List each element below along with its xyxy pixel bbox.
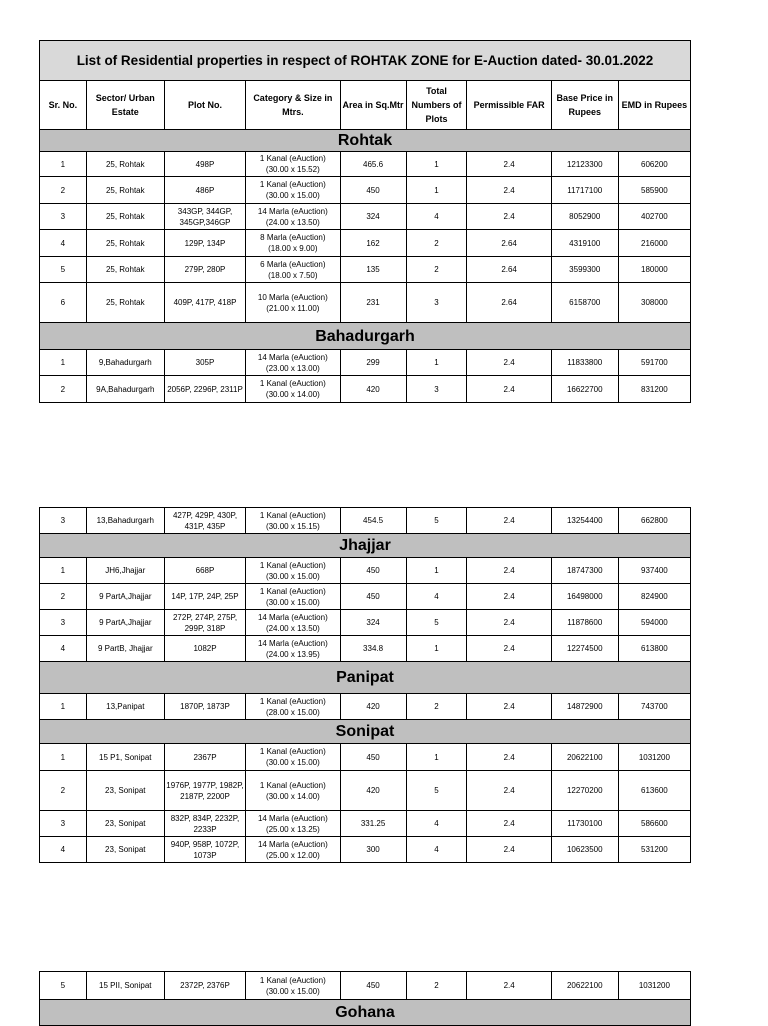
table-row bbox=[40, 257, 691, 283]
total-plots-cell: 4 bbox=[406, 204, 467, 230]
category-size: (30.00 x 15.00) bbox=[265, 758, 320, 767]
table-row bbox=[40, 744, 691, 771]
category-label: 1 Kanal (eAuction) bbox=[259, 747, 326, 756]
sr-no-cell: 4 bbox=[40, 837, 87, 863]
emd-cell: 1031200 bbox=[618, 972, 690, 1000]
sector-cell: 13,Panipat bbox=[86, 694, 164, 720]
base-price-cell: 20622100 bbox=[551, 972, 618, 1000]
sr-no-cell: 1 bbox=[40, 350, 87, 376]
category-label: 8 Marla (eAuction) bbox=[260, 233, 326, 242]
plot-no-cell: 14P, 17P, 24P, 25P bbox=[164, 584, 245, 610]
far-cell: 2.4 bbox=[467, 584, 551, 610]
emd-cell: 591700 bbox=[618, 350, 690, 376]
category-label: 14 Marla (eAuction) bbox=[257, 839, 328, 849]
far-cell: 2.4 bbox=[467, 610, 551, 636]
plot-no-cell: 832P, 834P, 2232P, 2233P bbox=[164, 811, 245, 837]
area-cell: 450 bbox=[340, 558, 406, 584]
emd-cell: 402700 bbox=[618, 204, 690, 230]
sr-no-cell: 1 bbox=[40, 152, 87, 177]
far-cell: 2.4 bbox=[467, 972, 551, 1000]
area-cell: 162 bbox=[340, 230, 406, 257]
sector-cell: 25, Rohtak bbox=[86, 204, 164, 230]
total-plots-cell: 2 bbox=[406, 230, 467, 257]
area-cell: 450 bbox=[340, 177, 406, 204]
category-size: (30.00 x 15.52) bbox=[265, 165, 320, 174]
area-cell: 231 bbox=[340, 283, 406, 323]
far-cell: 2.4 bbox=[467, 636, 551, 662]
table-row bbox=[40, 177, 691, 204]
table-row bbox=[40, 694, 691, 720]
sector-cell: 25, Rohtak bbox=[86, 177, 164, 204]
far-cell: 2.4 bbox=[467, 694, 551, 720]
category-label: 14 Marla (eAuction) bbox=[257, 813, 328, 823]
properties-table-part-1 bbox=[39, 40, 691, 403]
section-heading-rohtak: Rohtak bbox=[40, 130, 691, 152]
base-price-cell: 14872900 bbox=[551, 694, 618, 720]
base-price-cell: 11878600 bbox=[551, 610, 618, 636]
category-cell bbox=[246, 811, 340, 837]
area-cell: 450 bbox=[340, 972, 406, 1000]
emd-cell: 831200 bbox=[618, 376, 690, 403]
area-cell: 454.5 bbox=[340, 508, 406, 534]
section-heading-gohana: Gohana bbox=[40, 1000, 691, 1026]
total-plots-cell: 4 bbox=[406, 584, 467, 610]
plot-no-cell: 279P, 280P bbox=[164, 257, 245, 283]
total-plots-cell: 1 bbox=[406, 636, 467, 662]
far-cell: 2.4 bbox=[467, 744, 551, 771]
category-size: (30.00 x 15.00) bbox=[265, 571, 320, 581]
plot-no-cell: 2367P bbox=[164, 744, 245, 771]
area-cell: 324 bbox=[340, 610, 406, 636]
sector-cell: 23, Sonipat bbox=[86, 771, 164, 811]
sr-no-cell: 1 bbox=[40, 558, 87, 584]
table-row bbox=[40, 204, 691, 230]
plot-no-cell: 940P, 958P, 1072P, 1073P bbox=[164, 837, 245, 863]
header-sector: Sector/ Urban Estate bbox=[86, 81, 164, 130]
category-cell bbox=[246, 744, 340, 771]
total-plots-cell: 3 bbox=[406, 376, 467, 403]
plot-no-cell: 272P, 274P, 275P, 299P, 318P bbox=[164, 610, 245, 636]
sector-cell: 9 PartA,Jhajjar bbox=[86, 610, 164, 636]
category-label: 14 Marla (eAuction) bbox=[257, 352, 328, 362]
total-plots-cell: 1 bbox=[406, 177, 467, 204]
category-cell bbox=[246, 508, 340, 534]
category-cell bbox=[246, 584, 340, 610]
properties-table-part-3 bbox=[39, 971, 691, 1026]
total-plots-cell: 4 bbox=[406, 837, 467, 863]
plot-no-cell: 486P bbox=[164, 177, 245, 204]
total-plots-cell: 4 bbox=[406, 811, 467, 837]
sector-cell: 23, Sonipat bbox=[86, 837, 164, 863]
category-cell bbox=[246, 283, 340, 323]
category-cell bbox=[246, 610, 340, 636]
area-cell: 420 bbox=[340, 771, 406, 811]
category-size: (30.00 x 15.00) bbox=[265, 986, 320, 996]
category-size: (24.00 x 13.50) bbox=[265, 623, 320, 633]
total-plots-cell: 1 bbox=[406, 558, 467, 584]
sector-cell: 9,Bahadurgarh bbox=[86, 350, 164, 376]
base-price-cell: 12274500 bbox=[551, 636, 618, 662]
category-size: (18.00 x 7.50) bbox=[268, 270, 318, 280]
sr-no-cell: 5 bbox=[40, 972, 87, 1000]
sector-cell: 9 PartB, Jhajjar bbox=[86, 636, 164, 662]
sector-cell: 25, Rohtak bbox=[86, 283, 164, 323]
table-row bbox=[40, 837, 691, 863]
category-label: 1 Kanal (eAuction) bbox=[259, 975, 326, 985]
total-plots-cell: 2 bbox=[406, 694, 467, 720]
table-row bbox=[40, 152, 691, 177]
header-total-line-3: Plots bbox=[425, 114, 448, 124]
category-label: 1 Kanal (eAuction) bbox=[259, 696, 326, 706]
emd-cell: 1031200 bbox=[618, 744, 690, 771]
emd-cell: 743700 bbox=[618, 694, 690, 720]
base-price-cell: 8052900 bbox=[551, 204, 618, 230]
sector-cell: 25, Rohtak bbox=[86, 257, 164, 283]
table-row bbox=[40, 376, 691, 403]
sector-cell: 15 P1, Sonipat bbox=[86, 744, 164, 771]
section-heading-panipat: Panipat bbox=[40, 662, 691, 694]
area-cell: 331.25 bbox=[340, 811, 406, 837]
category-size: (25.00 x 13.25) bbox=[265, 824, 320, 834]
sr-no-cell: 5 bbox=[40, 257, 87, 283]
plot-no-cell: 1976P, 1977P, 1982P, 2187P, 2200P bbox=[164, 771, 245, 811]
header-total-plots bbox=[406, 81, 467, 130]
base-price-cell: 13254400 bbox=[551, 508, 618, 534]
table-row bbox=[40, 558, 691, 584]
total-plots-cell: 5 bbox=[406, 508, 467, 534]
table-row bbox=[40, 610, 691, 636]
category-label: 1 Kanal (eAuction) bbox=[259, 586, 326, 596]
sector-cell: 9 PartA,Jhajjar bbox=[86, 584, 164, 610]
category-cell bbox=[246, 177, 340, 204]
header-emd: EMD in Rupees bbox=[618, 81, 690, 130]
emd-cell: 606200 bbox=[618, 152, 690, 177]
category-size: (24.00 x 13.95) bbox=[265, 649, 320, 659]
table-row bbox=[40, 636, 691, 662]
area-cell: 299 bbox=[340, 350, 406, 376]
base-price-cell: 11717100 bbox=[551, 177, 618, 204]
header-total-line-2: Numbers of bbox=[411, 100, 462, 110]
category-size: (24.00 x 13.50) bbox=[265, 217, 320, 227]
category-size: (30.00 x 14.00) bbox=[265, 791, 320, 801]
plot-no-cell: 427P, 429P, 430P, 431P, 435P bbox=[164, 508, 245, 534]
emd-cell: 824900 bbox=[618, 584, 690, 610]
base-price-cell: 4319100 bbox=[551, 230, 618, 257]
emd-cell: 613800 bbox=[618, 636, 690, 662]
header-area: Area in Sq.Mtr bbox=[340, 81, 406, 130]
category-cell bbox=[246, 376, 340, 403]
far-cell: 2.4 bbox=[467, 376, 551, 403]
sr-no-cell: 3 bbox=[40, 508, 87, 534]
sr-no-cell: 4 bbox=[40, 230, 87, 257]
base-price-cell: 11730100 bbox=[551, 811, 618, 837]
base-price-cell: 6158700 bbox=[551, 283, 618, 323]
category-cell bbox=[246, 837, 340, 863]
table-row bbox=[40, 811, 691, 837]
emd-cell: 216000 bbox=[618, 230, 690, 257]
emd-cell: 594000 bbox=[618, 610, 690, 636]
plot-no-cell: 2372P, 2376P bbox=[164, 972, 245, 1000]
far-cell: 2.64 bbox=[467, 257, 551, 283]
emd-cell: 585900 bbox=[618, 177, 690, 204]
far-cell: 2.4 bbox=[467, 350, 551, 376]
far-cell: 2.4 bbox=[467, 771, 551, 811]
sector-cell: 23, Sonipat bbox=[86, 811, 164, 837]
area-cell: 324 bbox=[340, 204, 406, 230]
table-row bbox=[40, 508, 691, 534]
category-size: (30.00 x 14.00) bbox=[265, 390, 320, 399]
total-plots-cell: 3 bbox=[406, 283, 467, 323]
properties-table-part-2 bbox=[39, 507, 691, 863]
total-plots-cell: 1 bbox=[406, 152, 467, 177]
category-size: (30.00 x 15.15) bbox=[265, 521, 320, 531]
sector-cell: 9A,Bahadurgarh bbox=[86, 376, 164, 403]
sr-no-cell: 1 bbox=[40, 744, 87, 771]
category-cell bbox=[246, 636, 340, 662]
plot-no-cell: 409P, 417P, 418P bbox=[164, 283, 245, 323]
total-plots-cell: 2 bbox=[406, 257, 467, 283]
table-title: List of Residential properties in respect of ROHTAK ZONE for E-Auction dated- 30.01.2022 bbox=[40, 41, 691, 81]
category-label: 1 Kanal (eAuction) bbox=[259, 379, 326, 388]
sr-no-cell: 6 bbox=[40, 283, 87, 323]
far-cell: 2.64 bbox=[467, 230, 551, 257]
category-cell bbox=[246, 771, 340, 811]
area-cell: 420 bbox=[340, 694, 406, 720]
sr-no-cell: 1 bbox=[40, 694, 87, 720]
plot-no-cell: 305P bbox=[164, 350, 245, 376]
category-label: 14 Marla (eAuction) bbox=[257, 612, 328, 622]
category-label: 6 Marla (eAuction) bbox=[260, 259, 326, 269]
sr-no-cell: 3 bbox=[40, 610, 87, 636]
area-cell: 135 bbox=[340, 257, 406, 283]
base-price-cell: 11833800 bbox=[551, 350, 618, 376]
header-category: Category & Size in Mtrs. bbox=[246, 81, 340, 130]
category-cell bbox=[246, 558, 340, 584]
emd-cell: 613600 bbox=[618, 771, 690, 811]
category-label: 1 Kanal (eAuction) bbox=[259, 510, 326, 520]
table-row bbox=[40, 972, 691, 1000]
emd-cell: 586600 bbox=[618, 811, 690, 837]
table-row bbox=[40, 771, 691, 811]
far-cell: 2.4 bbox=[467, 837, 551, 863]
area-cell: 300 bbox=[340, 837, 406, 863]
category-label: 1 Kanal (eAuction) bbox=[259, 180, 326, 189]
category-label: 14 Marla (eAuction) bbox=[257, 206, 328, 216]
sr-no-cell: 3 bbox=[40, 811, 87, 837]
base-price-cell: 12123300 bbox=[551, 152, 618, 177]
base-price-cell: 18747300 bbox=[551, 558, 618, 584]
area-cell: 450 bbox=[340, 744, 406, 771]
sr-no-cell: 2 bbox=[40, 177, 87, 204]
far-cell: 2.4 bbox=[467, 811, 551, 837]
total-plots-cell: 5 bbox=[406, 610, 467, 636]
sector-cell: 15 PII, Sonipat bbox=[86, 972, 164, 1000]
category-cell bbox=[246, 230, 340, 257]
table-row bbox=[40, 283, 691, 323]
plot-no-cell: 1870P, 1873P bbox=[164, 694, 245, 720]
total-plots-cell: 5 bbox=[406, 771, 467, 811]
header-plot-no: Plot No. bbox=[164, 81, 245, 130]
far-cell: 2.4 bbox=[467, 204, 551, 230]
far-cell: 2.4 bbox=[467, 558, 551, 584]
base-price-cell: 12270200 bbox=[551, 771, 618, 811]
plot-no-cell: 129P, 134P bbox=[164, 230, 245, 257]
sr-no-cell: 2 bbox=[40, 584, 87, 610]
area-cell: 420 bbox=[340, 376, 406, 403]
category-size: (30.00 x 15.00) bbox=[265, 191, 320, 200]
category-size: (28.00 x 15.00) bbox=[265, 707, 320, 717]
sector-cell: 25, Rohtak bbox=[86, 230, 164, 257]
far-cell: 2.4 bbox=[467, 508, 551, 534]
sr-no-cell: 4 bbox=[40, 636, 87, 662]
emd-cell: 531200 bbox=[618, 837, 690, 863]
base-price-cell: 3599300 bbox=[551, 257, 618, 283]
category-label: 10 Marla (eAuction) bbox=[257, 292, 328, 302]
total-plots-cell: 2 bbox=[406, 972, 467, 1000]
category-cell bbox=[246, 350, 340, 376]
category-cell bbox=[246, 204, 340, 230]
category-cell bbox=[246, 257, 340, 283]
section-heading-jhajjar: Jhajjar bbox=[40, 534, 691, 558]
category-size: (21.00 x 11.00) bbox=[266, 303, 320, 313]
sector-cell: 25, Rohtak bbox=[86, 152, 164, 177]
sr-no-cell: 3 bbox=[40, 204, 87, 230]
sr-no-cell: 2 bbox=[40, 771, 87, 811]
header-base-price: Base Price in Rupees bbox=[551, 81, 618, 130]
table-row bbox=[40, 230, 691, 257]
total-plots-cell: 1 bbox=[406, 350, 467, 376]
section-heading-sonipat: Sonipat bbox=[40, 720, 691, 744]
base-price-cell: 20622100 bbox=[551, 744, 618, 771]
emd-cell: 662800 bbox=[618, 508, 690, 534]
emd-cell: 308000 bbox=[618, 283, 690, 323]
category-size: (30.00 x 15.00) bbox=[265, 597, 320, 607]
area-cell: 334.8 bbox=[340, 636, 406, 662]
category-size: (18.00 x 9.00) bbox=[268, 244, 318, 253]
far-cell: 2.4 bbox=[467, 152, 551, 177]
emd-cell: 937400 bbox=[618, 558, 690, 584]
far-cell: 2.64 bbox=[467, 283, 551, 323]
plot-no-cell: 343GP, 344GP, 345GP,346GP bbox=[164, 204, 245, 230]
area-cell: 465.6 bbox=[340, 152, 406, 177]
sector-cell: JH6,Jhajjar bbox=[86, 558, 164, 584]
plot-no-cell: 498P bbox=[164, 152, 245, 177]
header-far: Permissible FAR bbox=[467, 81, 551, 130]
area-cell: 450 bbox=[340, 584, 406, 610]
header-sr-no: Sr. No. bbox=[40, 81, 87, 130]
category-label: 1 Kanal (eAuction) bbox=[259, 560, 326, 570]
sector-cell: 13,Bahadurgarh bbox=[86, 508, 164, 534]
category-size: (23.00 x 13.00) bbox=[265, 363, 320, 373]
base-price-cell: 16622700 bbox=[551, 376, 618, 403]
total-plots-cell: 1 bbox=[406, 744, 467, 771]
category-cell bbox=[246, 152, 340, 177]
table-row bbox=[40, 350, 691, 376]
header-total-line-1: Total bbox=[426, 86, 447, 96]
plot-no-cell: 1082P bbox=[164, 636, 245, 662]
category-cell bbox=[246, 694, 340, 720]
category-cell bbox=[246, 972, 340, 1000]
plot-no-cell: 2056P, 2296P, 2311P bbox=[164, 376, 245, 403]
category-label: 14 Marla (eAuction) bbox=[257, 638, 328, 648]
plot-no-cell: 668P bbox=[164, 558, 245, 584]
emd-cell: 180000 bbox=[618, 257, 690, 283]
category-label: 1 Kanal (eAuction) bbox=[259, 780, 326, 790]
category-label: 1 Kanal (eAuction) bbox=[259, 154, 326, 163]
base-price-cell: 10623500 bbox=[551, 837, 618, 863]
category-size: (25.00 x 12.00) bbox=[265, 850, 320, 860]
sr-no-cell: 2 bbox=[40, 376, 87, 403]
table-row bbox=[40, 584, 691, 610]
far-cell: 2.4 bbox=[467, 177, 551, 204]
section-heading-bahadurgarh: Bahadurgarh bbox=[40, 323, 691, 350]
base-price-cell: 16498000 bbox=[551, 584, 618, 610]
